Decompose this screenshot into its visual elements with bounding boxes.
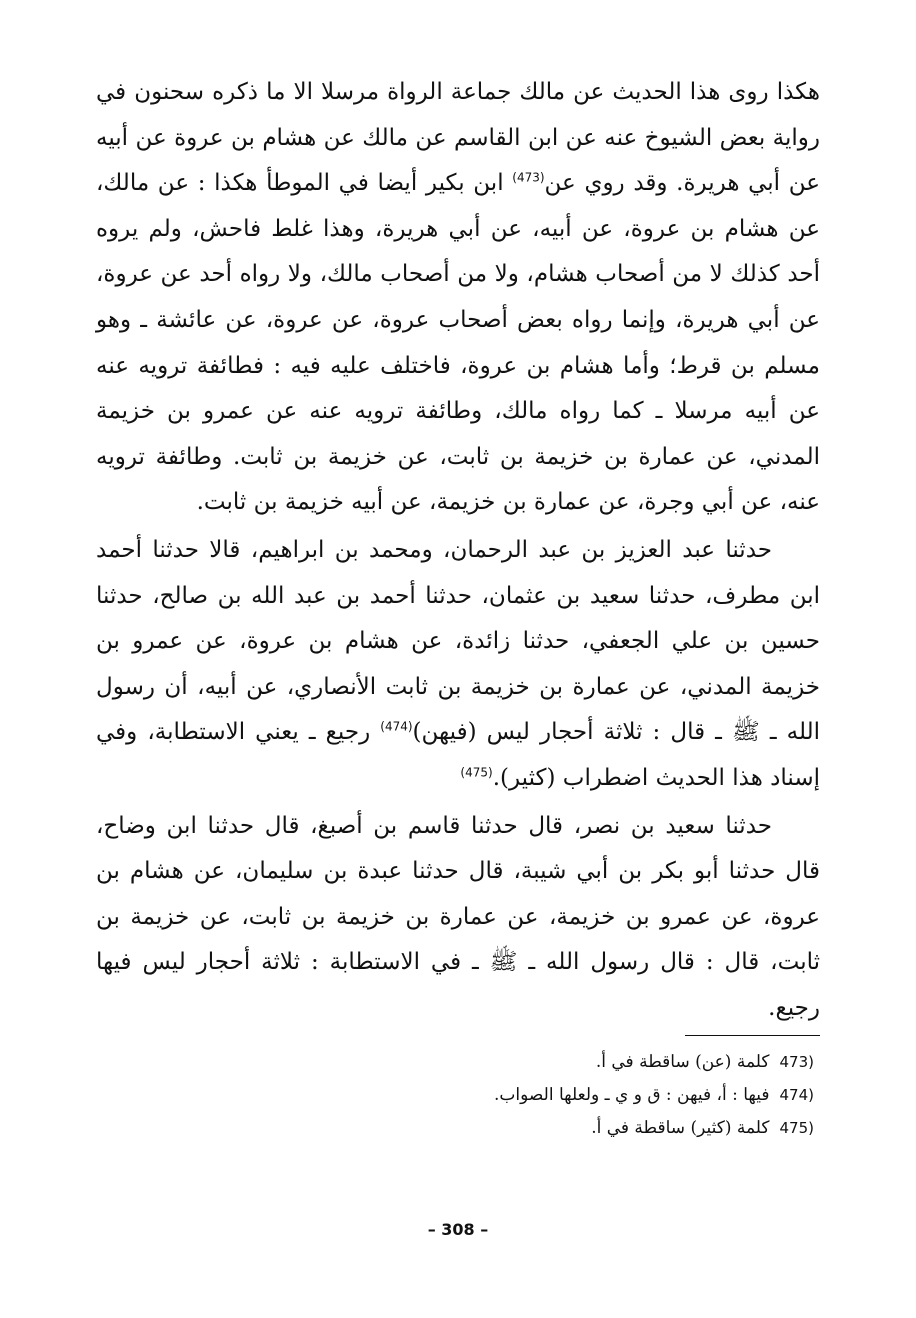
paragraph bbox=[96, 804, 820, 1032]
footnote-number: 474) bbox=[779, 1086, 814, 1105]
footnote-text: فيها : أ، فيهن : ق و ي ـ ولعلها الصواب. bbox=[494, 1085, 770, 1106]
text-run: هكذا روى هذا الحديث عن مالك جماعة الرواة مرسلا الا ما ذكره سحنون في رواية بعض الشيوخ عنه عن ابن القاسم عن مالك عن هشام بن عروة عن أبيه عن أبي هريرة. وقد روي عن bbox=[96, 79, 820, 197]
footnote-text: كلمة (عن) ساقطة في أ. bbox=[595, 1052, 770, 1073]
paragraph bbox=[96, 70, 820, 526]
footnote-separator bbox=[685, 1035, 820, 1036]
text-run: حدثنا سعيد بن نصر، قال حدثنا قاسم بن أصبغ، قال حدثنا ابن وضاح، قال حدثنا أبو بكر بن أبي شيبة، قال حدثنا عبدة بن سليمان، عن هشام بن عروة، عن عمرو بن خزيمة، عن عمارة بن خزيمة بن ثابت، عن خزيمة بن ثابت، قال : قال رسول الله ـ ﷺ ـ في الاستطابة : ثلاثة أحجار ليس فيها رجيع. bbox=[96, 812, 820, 1021]
footnote-reference: (475) bbox=[460, 765, 493, 780]
footnotes bbox=[96, 1046, 820, 1145]
paragraph bbox=[96, 528, 820, 802]
footnote-reference: (473) bbox=[512, 170, 545, 185]
footnote-number: 475) bbox=[779, 1119, 814, 1138]
text-run: حدثنا عبد العزيز بن عبد الرحمان، ومحمد بن ابراهيم، قالا حدثنا أحمد ابن مطرف، حدثنا سعيد بن عثمان، حدثنا أحمد بن عبد الله بن صالح، حدثنا حسين بن علي الجعفي، حدثنا زائدة، عن هشام بن عروة، عن عمرو بن خزيمة المدني، عن عمارة بن خزيمة بن ثابت الأنصاري، عن أبيه، أن رسول الله ـ ﷺ ـ قال : ثلاثة أحجار ليس (فيهن) bbox=[96, 536, 820, 746]
footnote-item bbox=[96, 1112, 820, 1145]
main-text bbox=[96, 70, 820, 1031]
footnote-number: 473) bbox=[779, 1053, 814, 1072]
text-run: رجيع ـ يعني الاستطابة، وفي إسناد هذا الحديث اضطراب (كثير). bbox=[96, 719, 820, 791]
footnote-item bbox=[96, 1079, 820, 1112]
footnote-text: كلمة (كثير) ساقطة في أ. bbox=[591, 1118, 770, 1139]
page-number: – 308 – bbox=[427, 1220, 489, 1239]
footnote-reference: (474) bbox=[380, 719, 413, 734]
text-run: ابن بكير أيضا في الموطأ هكذا : عن مالك، عن هشام بن عروة، عن أبيه، عن أبي هريرة، وهذا غلط فاحش، ولم يروه أحد كذلك لا من أصحاب هشام، ولا من أصحاب مالك، ولا رواه أحد عن عروة، عن أبي هريرة، وإنما رواه بعض أصحاب عروة، عن عروة، عن عائشة ـ وهو مسلم بن قرط؛ وأما هشام بن عروة، فاختلف عليه فيه : فطائفة ترويه عنه عن أبيه مرسلا ـ كما رواه مالك، وطائفة ترويه عنه عن عمرو بن خزيمة المدني، عن عمارة بن خزيمة بن ثابت، عن خزيمة بن ثابت. وطائفة ترويه عنه، عن أبي وجرة، عن عمارة بن خزيمة، عن أبيه خزيمة بن ثابت. bbox=[96, 170, 820, 516]
footnote-item bbox=[96, 1046, 820, 1079]
